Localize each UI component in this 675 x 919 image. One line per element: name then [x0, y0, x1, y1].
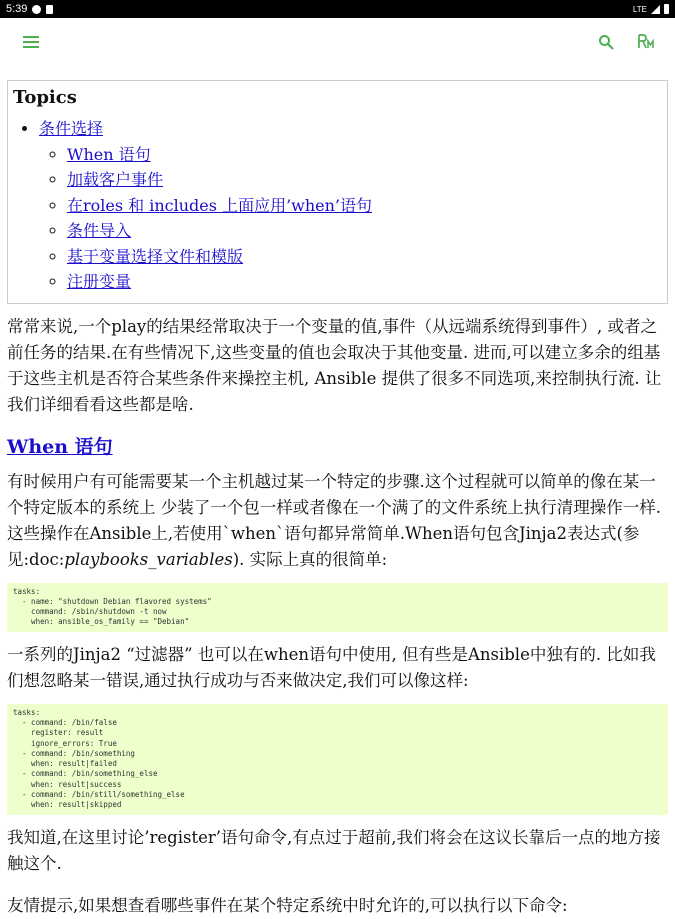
sd-card-icon	[46, 5, 53, 14]
topic-link-when[interactable]: When 语句	[67, 144, 151, 164]
topic-item	[67, 142, 662, 168]
topic-item	[67, 269, 662, 295]
notification-icon	[32, 5, 41, 14]
network-type: LTE	[632, 4, 647, 14]
topics-item	[39, 116, 662, 295]
topic-link-conditional-imports[interactable]: 条件导入	[67, 221, 132, 240]
app-bar	[0, 18, 675, 66]
topic-item	[67, 244, 662, 270]
status-bar	[0, 0, 675, 18]
subtopics-list	[39, 142, 662, 295]
when-paragraph	[7, 469, 668, 573]
topic-link-register-variables[interactable]: 注册变量	[67, 272, 132, 291]
when-paragraph-tail: ). 实际上真的很简单:	[232, 549, 388, 569]
topic-item	[67, 167, 662, 193]
register-note-paragraph: 我知道,在这里讨论’register’语句命令,有点过于超前,我们将会在这议长靠后一点的地方接触这个.	[7, 827, 661, 873]
menu-icon[interactable]	[20, 31, 42, 53]
signal-icon	[651, 5, 660, 14]
topic-item	[67, 193, 662, 219]
topics-box	[7, 80, 668, 304]
topic-item	[67, 218, 662, 244]
topic-link-roles-includes[interactable]: 在roles 和 includes 上面应用’when’语句	[67, 195, 373, 215]
status-time: 5:39	[6, 3, 28, 15]
topic-link-conditionals[interactable]: 条件选择	[39, 119, 104, 138]
article	[0, 80, 675, 919]
topic-link-select-files[interactable]: 基于变量选择文件和模版	[67, 246, 244, 266]
filters-paragraph: 一系列的Jinja2 “过滤器” 也可以在when语句中使用, 但有些是Ansible中独有的. 比如我们想忽略某一错误,通过执行成功与否来做决定,我们可以像这样:	[7, 644, 656, 690]
intro-paragraph: 常常来说,一个play的结果经常取决于一个变量的值,事件（从远端系统得到事件）, 或者之前任务的结果.在有些情况下,这些变量的值也会取决于其他变量. 进而,可以建立多余的组基于这些主机是否符合某些条件来操控主机, Ansible 提供了很多不同选项,来控制执行流. 让我们详细看看这些都是啥.	[7, 316, 662, 414]
facts-tip-paragraph: 友情提示,如果想查看哪些事件在某个特定系统中时允许的,可以执行以下命令:	[7, 895, 568, 915]
text-format-icon[interactable]	[635, 31, 657, 53]
section-heading	[7, 432, 668, 459]
topic-link-custom-facts[interactable]: 加载客户事件	[67, 170, 164, 189]
code-block-register: tasks: - command: /bin/false register: result ignore_errors: True - command: /bin/something when: result|failed - command: /bin/something_else when: result|success - command: /bin/still/something_else when: result|skipped	[7, 704, 668, 815]
search-icon[interactable]	[595, 31, 617, 53]
when-paragraph-text: 有时候用户有可能需要某一个主机越过某一个特定的步骤.这个过程就可以简单的像在某一个特定版本的系统上 少装了一个包一样或者像在一个满了的文件系统上执行清理操作一样. 这些操作在Ansible上,若使用`when`语句都异常简单.When语句包含Jinja2表达式(参见:doc:	[7, 471, 661, 569]
code-block-when: tasks: - name: "shutdown Debian flavored systems" command: /sbin/shutdown -t now when: ansible_os_family == "Debian"	[7, 583, 668, 632]
battery-icon	[664, 4, 669, 14]
topics-title: Topics	[13, 87, 77, 108]
playbooks-variables-ref: playbooks_variables	[64, 549, 233, 569]
topics-list	[13, 116, 662, 295]
when-heading-link[interactable]: When 语句	[7, 435, 113, 458]
